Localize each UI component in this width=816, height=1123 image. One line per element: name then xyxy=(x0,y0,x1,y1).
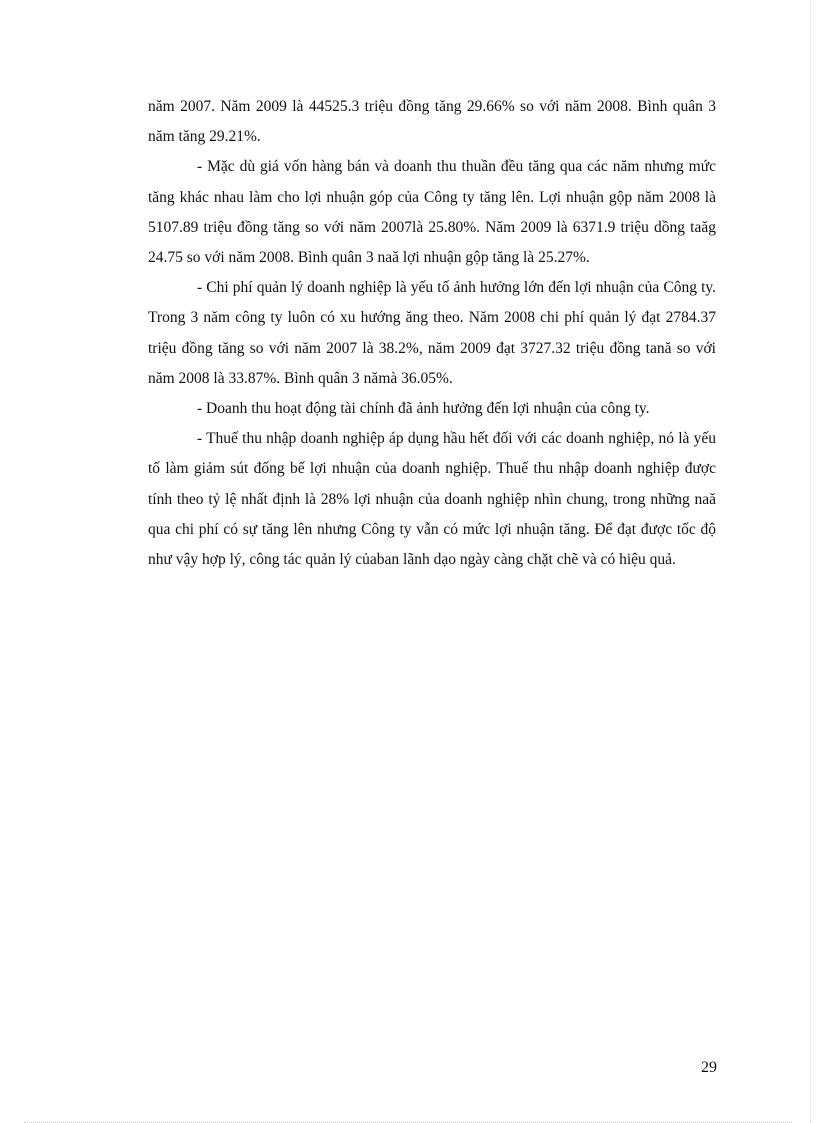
paragraph-cost-of-goods: - Mặc dù giá vốn hàng bán và doanh thu thuần đều tăng qua các năm nhưng mức tăng khác nhau làm cho lợi nhuận góp của Công ty tăng lên. Lợi nhuận gộp năm 2008 là 5107.89 triệu đồng tăng so với năm 2007là 25.80%. Năm 2009 là 6371.9 triệu dồng taăg 24.75 so với năm 2008. Bình quân 3 naă lợi nhuận gộp tăng là 25.27%. xyxy=(148,158,716,267)
paragraph-management-cost: - Chi phí quản lý doanh nghiệp là yếu tố ảnh hưởng lớn đến lợi nhuận của Công ty. Trong 3 năm công ty luôn có xu hướng ăng theo. Năm 2008 chi phí quản lý đạt 2784.37 triệu đồng tăng so với năm 2007 là 38.2%, năm 2009 đạt 3727.32 triệu đồng tană so với năm 2008 là 33.87%. Bình quân 3 nămà 36.05%. xyxy=(148,279,716,387)
page-edge-rule xyxy=(810,0,811,1123)
paragraph-financial-revenue: - Doanh thu hoạt động tài chính đã ảnh hưởng đến lợi nhuận của công ty. xyxy=(197,400,650,418)
page-number: 29 xyxy=(701,1059,717,1076)
paragraph-income-tax: - Thuế thu nhập doanh nghiệp áp dụng hầu hết đối với các doanh nghiệp, nó là yếu tố làm giảm sút đống bế lợi nhuận của doanh nghiệp. Thuế thu nhập doanh nghiệp được tính theo tỷ lệ nhất định là 28% lợi nhuận của doanh nghiệp nhìn chung, trong những naă qua chi phí có sự tăng lên nhưng Công ty vẫn có mức lợi nhuận tăng. Để đạt được tốc độ như vậy hợp lý, công tác quản lý củaban lãnh dạo ngày càng chặt chẽ và có hiệu quả. xyxy=(148,430,716,569)
paragraph-continuation: năm 2007. Năm 2009 là 44525.3 triệu đồng tăng 29.66% so với năm 2008. Bình quân 3 năm tăng 29.21%. xyxy=(148,98,716,146)
body-text xyxy=(148,92,716,575)
